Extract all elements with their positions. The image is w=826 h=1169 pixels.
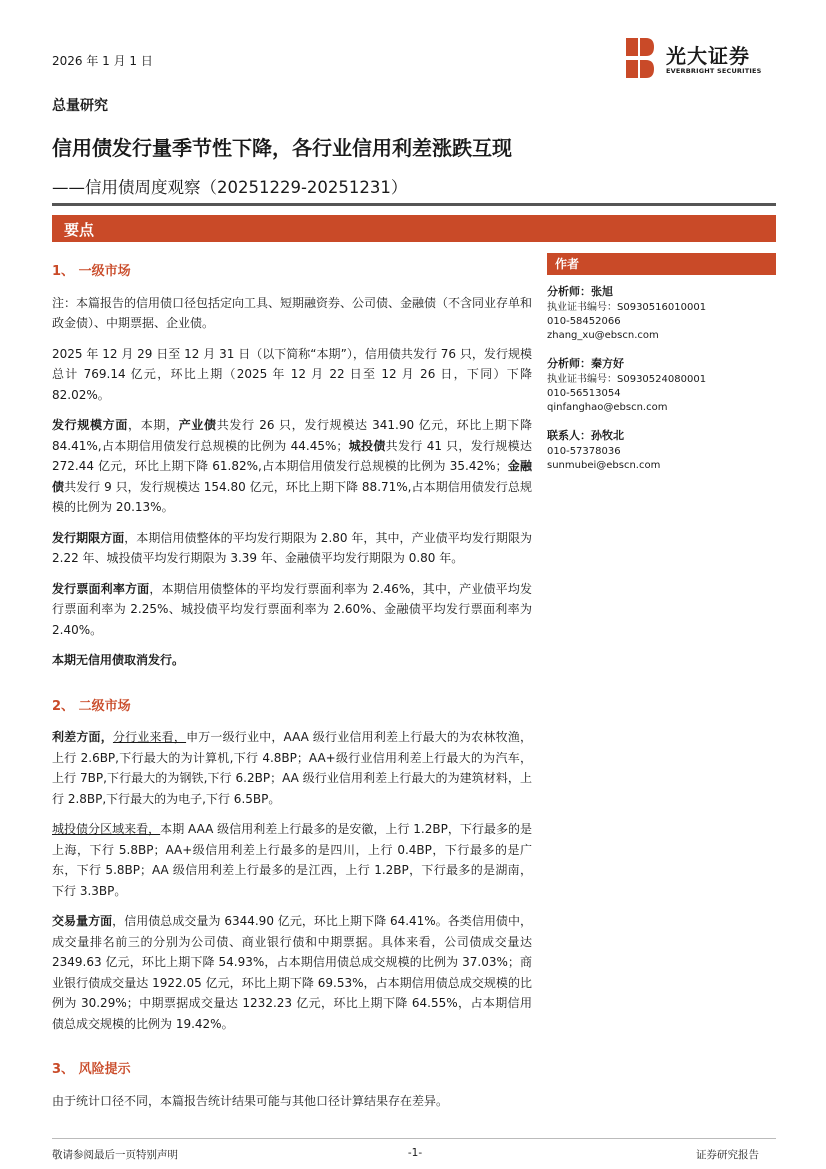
header-divider [52,203,776,206]
section-1-paragraph-3 [52,528,532,569]
contact-email[interactable]: sunmubei@ebscn.com [547,460,661,471]
author-banner [547,253,776,275]
logo-cn-text: 光大证券 [666,44,750,68]
section-2-paragraph-3 [52,911,532,1034]
text-span: ，本期信用债整体的平均发行期限为 2.80 年，其中，产业债平均发行期限为 2.22 年、城投债平均发行期限为 3.39 年、金融债平均发行期限为 0.80 年。 [52,530,532,565]
by-region-label: 城投债分区域来看， [52,822,161,836]
report-subtitle: ——信用债周度观察（20251229-20251231） [52,178,408,197]
section-1-paragraph-2 [52,415,532,518]
section-1-note: 注：本篇报告的信用债口径包括定向工具、短期融资券、公司债、金融债（不含同业存单和政金债）、中期票据、企业债。 [52,295,533,330]
no-cancel-text: 本期无信用债取消发行。 [52,653,185,667]
section-3-paragraph-1: 由于统计口径不同，本篇报告统计结果可能与其他口径计算结果存在差异。 [52,1093,449,1108]
analyst-name: 分析师：秦方好 [547,357,624,370]
analyst-phone: 010-56513054 [547,388,621,399]
analyst-cert: 执业证书编号：S0930516010001 [547,302,707,313]
analyst-email[interactable]: qinfanghao@ebscn.com [547,402,668,413]
analyst-phone: 010-58452066 [547,316,621,327]
keypoints-label: 要点 [64,221,95,239]
by-industry-label: 分行业来看， [112,730,187,744]
analyst-email[interactable]: zhang_xu@ebscn.com [547,330,659,341]
section-1-title: 1、 一级市场 [52,264,131,279]
industrial-bond-label: 产业债 [178,418,217,432]
report-category: 总量研究 [52,98,108,114]
text-span: 共发行 41 只，发行规模达 272.44 亿元，环比上期下降 61.82%,占本期信用债发行总规模的比例为 35.42%； [52,438,532,473]
keypoints-banner [52,215,776,242]
section-2-paragraph-1 [52,727,532,809]
brand-logo [626,38,776,80]
footer-divider [52,1138,776,1139]
analyst-name: 分析师：张旭 [547,285,613,298]
section-2-paragraph-2 [52,819,532,901]
text-span: ，本期信用债整体的平均发行票面利率为 2.46%，其中，产业债平均发行票面利率为 2.25%、城投债平均发行票面利率为 2.60%、金融债平均发行票面利率为 2.40%。 [52,581,532,637]
author-label: 作者 [555,257,580,271]
text-span: 本期 AAA 级信用利差上行最多的是安徽，上行 1.2BP，下行最多的是上海，下行 5.8BP；AA+级信用利差上行最多的是四川，上行 0.4BP，下行最多的是广东，下行 5.8BP；AA 级信用利差上行最多的是江西，上行 1.2BP，下行最多的是湖南，下行 3.3BP。 [52,822,532,898]
page-number: -1- [407,1147,423,1159]
contact-name: 联系人：孙牧北 [547,429,624,442]
analyst-cert: 执业证书编号：S0930524080001 [547,374,707,385]
section-3-title: 3、 风险提示 [52,1062,131,1077]
section-1-paragraph-4 [52,579,532,641]
footer-report-type: 证券研究报告 [696,1149,759,1161]
issue-scale-heading: 发行规模方面 [52,418,129,432]
urban-bond-label: 城投债 [348,438,386,453]
text-span: 共发行 26 只，发行规模达 341.90 亿元，环比上期下降 84.41%,占本期信用债发行总规模的比例为 44.45%； [52,418,532,453]
coupon-rate-heading: 发行票面利率方面 [52,581,150,596]
text-span: ，信用债总成交量为 6344.90 亿元，环比上期下降 64.41%。各类信用债中，成交量排名前三的分别为公司债、商业银行债和中期票据。具体来看，公司债成交量达 2349.63 亿元，环比上期下降 54.93%，占本期信用债总成交规模的比例为 37.03%；商业银行债成交量达 1922.05 亿元，环比上期下降 69.53%，占本期信用债总成交规模的比例为 30.29%；中期票据成交量达 1232.23 亿元，环比上期下降 64.55%，占本期信用债总成交规模的比例为 19.42%。 [52,914,532,1031]
analyst-card [547,285,776,343]
logo-en-text: EVERBRIGHT SECURITIES [666,67,762,75]
footer-disclaimer: 敬请参阅最后一页特别声明 [52,1149,178,1161]
volume-heading: 交易量方面 [52,914,113,928]
text-span: 申万一级行业中，AAA 级行业信用利差上行最大的为农林牧渔，上行 2.6BP,下行最大的为计算机,下行 4.8BP；AA+级行业信用利差上行最大的为汽车，上行 7BP,下行最大的为钢铁,下行 6.2BP；AA 级行业信用利差上行最大的为建筑材料，上行 2.8BP,下行最大的为电子,下行 6.5BP。 [52,730,532,806]
section-1-paragraph-1: 2025 年 12 月 29 日至 12 月 31 日（以下简称“本期”），信用债共发行 76 只，发行规模总计 769.14 亿元，环比上期（2025 年 12 月 22 日至 12 月 26 日，下同）下降 82.02%。 [52,346,532,402]
text-span: ，本期， [128,418,179,432]
contact-phone: 010-57378036 [547,446,621,457]
author-sidebar [547,253,776,487]
spread-heading: 利差方面， [52,730,113,744]
main-content [52,262,532,1121]
analyst-card [547,357,776,415]
contact-card [547,429,776,473]
section-1-paragraph-5 [52,650,532,671]
report-title: 信用债发行量季节性下降，各行业信用利差涨跌互现 [52,136,512,160]
section-2-title: 2、 二级市场 [52,698,131,714]
issue-term-heading: 发行期限方面 [52,530,125,545]
financial-bond-label: 金融债 [52,459,532,494]
report-date: 2026 年 1 月 1 日 [52,54,153,68]
everbright-logo-icon [626,38,654,78]
text-span: 共发行 9 只，发行规模达 154.80 亿元，环比上期下降 88.71%,占本期信用债发行总规模的比例为 20.13%。 [52,479,532,514]
